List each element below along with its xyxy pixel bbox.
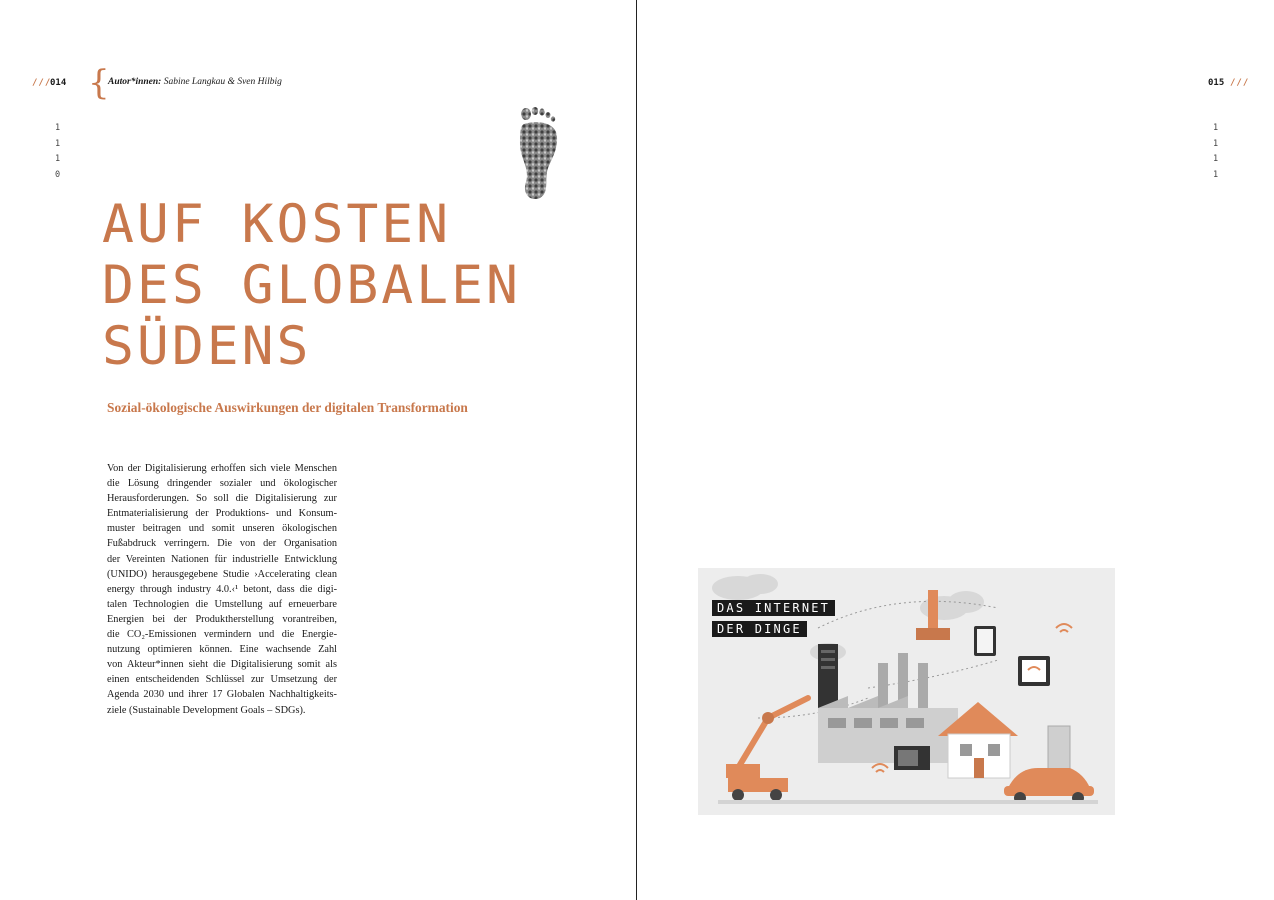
page-number: 015 [1208, 78, 1225, 88]
body-line: einen entscheidenden Schlüssel zur Umsetzung der [107, 674, 337, 686]
body-line: muster beitragen und somit unseren ökologischen [107, 523, 337, 535]
binary-digit: 1 [1213, 123, 1219, 133]
binary-digit: 0 [55, 169, 61, 180]
title-line: SÜDENS [102, 316, 312, 377]
body-line: ziele (Sustainable Development Goals – SDGs). [107, 704, 306, 716]
article-title [102, 194, 521, 377]
footprint-icon [516, 106, 564, 202]
body-line: Von der Digitalisierung erhoffen sich viele Menschen [107, 463, 337, 474]
authors-names: Sabine Langkau & Sven Hilbig [161, 77, 282, 87]
title-line: DES GLOBALEN [102, 255, 521, 316]
binary-column [55, 121, 60, 183]
binary-digit: 1 [1213, 138, 1219, 149]
body-line: die CO₂-Emissionen vermindern und die Energie- [107, 629, 337, 641]
authors-line [108, 77, 282, 87]
article-subtitle: Sozial-ökologische Auswirkungen der digitalen Transformation [107, 400, 468, 415]
binary-digit: 1 [1213, 169, 1219, 180]
body-line: energy through industry 4.0.‹¹ betont, dass die digi- [107, 583, 337, 595]
paragraph-spacer [107, 718, 337, 731]
right-page [638, 0, 1274, 900]
brace-ornament: { [88, 63, 110, 103]
body-line: die Lösung dringender sozialer und ökologischer [107, 478, 337, 490]
body-line: von Akteur*innen sieht die Digitalisierung somit als [107, 659, 337, 671]
body-line: Agenda 2030 und ihrer 17 Globalen Nachhaltigkeits- [107, 689, 337, 701]
left-column-1 [107, 461, 337, 731]
illustration-label: DER DINGE [712, 621, 807, 637]
body-line: (UNIDO) herausgegebene Studie ›Accelerating clean [107, 568, 337, 580]
body-line: nutzung optimieren können. Eine wachsende Zahl [107, 644, 337, 656]
body-line: der Vereinten Nationen für industrielle Entwicklung [107, 553, 337, 565]
authors-label: Autor*innen: [108, 77, 162, 87]
internet-of-things-illustration [698, 568, 1115, 815]
body-line: Herausforderungen. So soll die Digitalisierung zur [107, 493, 337, 505]
body-line: Fußabdruck verringern. Die von der Organisation [107, 538, 337, 550]
binary-digit: 1 [55, 138, 61, 149]
title-line: AUF KOSTEN [102, 194, 452, 255]
body-line: Entmaterialisierung der Produktions- und Konsum- [107, 508, 337, 520]
body-line: Energien bei der Produktherstellung vorantreiben, [107, 613, 337, 625]
binary-digit: 1 [55, 123, 61, 133]
binary-digit: 1 [1213, 154, 1219, 164]
binary-column [1213, 121, 1218, 183]
body-line: talen Technologien die Umstellung auf erneuerbare [107, 598, 337, 610]
page-slashes: /// [32, 78, 52, 88]
illustration-label: DAS INTERNET [712, 600, 835, 616]
binary-digit: 1 [55, 154, 61, 164]
page-number: 014 [50, 78, 67, 88]
page-slashes: /// [1230, 78, 1250, 88]
